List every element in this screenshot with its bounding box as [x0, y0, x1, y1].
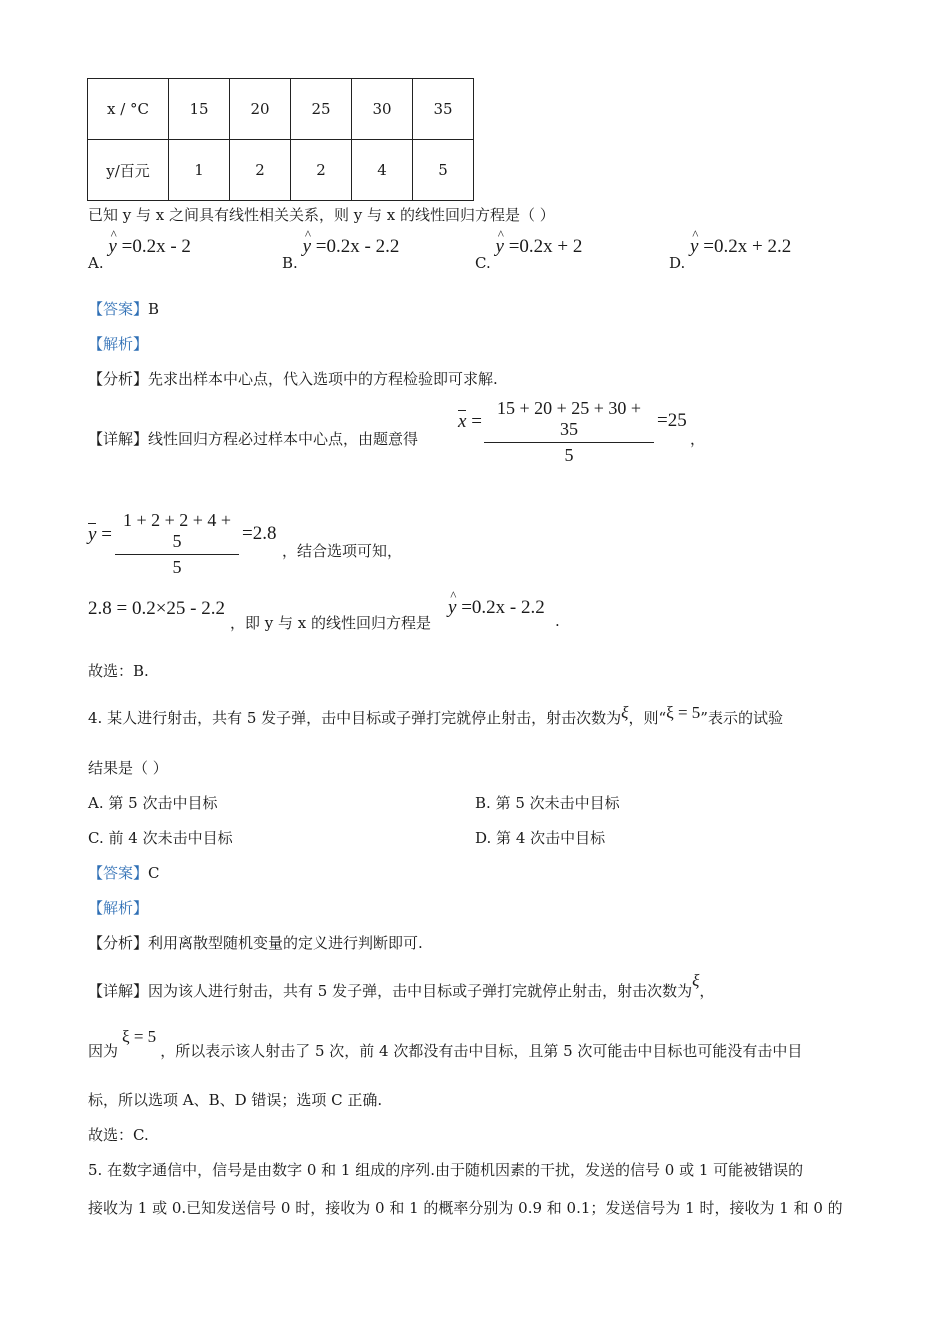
q4-option-c	[88, 827, 233, 848]
table-cell: 4	[352, 140, 413, 201]
option-text: 前 4 次未击中目标	[108, 829, 233, 847]
fenxi-text: 利用离散型随机变量的定义进行判断即可.	[148, 934, 423, 952]
detail-tag: 【详解】	[88, 982, 149, 1000]
option-text: 第 5 次未击中目标	[495, 794, 620, 812]
option-label: C.	[475, 254, 491, 272]
fraction-denominator: 5	[172, 557, 182, 577]
q5-stem-line1: 5. 在数字通信中，信号是由数字 0 和 1 组成的序列.由于随机因素的干扰，发送的信号 0 或 1 可能被错误的	[88, 1161, 804, 1179]
option-text: 第 5 次击中目标	[108, 794, 218, 812]
table-cell: 20	[230, 79, 291, 140]
q4-detail-line1	[88, 971, 715, 1001]
q4-stem-line2: 结果是（ ）	[88, 759, 168, 777]
q4-conclusion: 故选：C.	[88, 1126, 149, 1144]
final-equation	[448, 597, 545, 619]
option-equation: =0.2x + 2.2	[703, 236, 792, 257]
option-equation: =0.2x + 2	[508, 236, 583, 257]
comma: ，	[690, 430, 706, 448]
x-bar-fraction	[484, 398, 654, 466]
xi-symbol: ξ	[621, 703, 629, 722]
check-equation: 2.8 = 0.2×25 - 2.2	[88, 598, 226, 619]
option-label: D.	[475, 829, 492, 847]
fenxi-tag: 【分析】	[88, 934, 149, 952]
y-bar-fraction	[115, 510, 239, 578]
y-hat: ^ y	[108, 236, 116, 258]
option-label: C.	[88, 829, 104, 847]
detail-text: ，	[699, 982, 715, 1000]
y-bar-result: =2.8	[242, 523, 277, 544]
table-cell: 15	[169, 79, 230, 140]
q4-analysis-tag: 【解析】	[88, 899, 149, 917]
stem-text: ”表示的试验	[700, 709, 783, 727]
option-label: A.	[88, 794, 104, 812]
table-cell: 25	[291, 79, 352, 140]
option-label: B.	[282, 254, 298, 272]
option-equation: =0.2x - 2.2	[315, 236, 400, 257]
fenxi-text: 先求出样本中心点，代入选项中的方程检验即可求解.	[148, 370, 498, 388]
y-bar-post: ，结合选项可知，	[282, 542, 403, 560]
stem-text: 4. 某人进行射击，共有 5 发子弹，击中目标或子弹打完就停止射击，射击次数为	[88, 709, 622, 727]
fraction-numerator: 15 + 20 + 25 + 30 + 35	[484, 398, 654, 443]
q4-option-a	[88, 792, 217, 813]
table-cell: 2	[230, 140, 291, 201]
q4-option-d	[475, 827, 605, 848]
table-cell: 1	[169, 140, 230, 201]
detail-text: 线性回归方程必过样本中心点，由题意得	[148, 430, 419, 448]
q4-fenxi	[88, 932, 423, 953]
answer-tag: 【答案】	[88, 300, 149, 318]
detail-text: 因为	[88, 1042, 119, 1060]
detail-text: ，所以表示该人射击了 5 次，前 4 次都没有击中目标，且第 5 次可能击中目标也可能没有击中目	[160, 1042, 803, 1060]
option-label: A.	[88, 254, 104, 272]
q5-stem-line2: 接收为 1 或 0.已知发送信号 0 时，接收为 0 和 1 的概率分别为 0.9 和 0.1；发送信号为 1 时，接收为 1 和 0 的	[88, 1199, 843, 1217]
fenxi-tag: 【分析】	[88, 370, 149, 388]
q3-fenxi	[88, 368, 498, 389]
q4-answer	[88, 862, 160, 883]
y-hat: ^ y	[303, 236, 311, 258]
q3-option-d	[669, 236, 792, 272]
q4-detail-line3: 标，所以选项 A、B、D 错误；选项 C 正确.	[88, 1091, 383, 1109]
y-hat: ^ y	[448, 597, 456, 619]
table-header-y: y/百元	[88, 140, 169, 201]
table-header-x: x / °C	[88, 79, 169, 140]
xi-equation: ξ = 5	[666, 703, 701, 722]
y-hat: ^ y	[496, 236, 504, 258]
q3-conclusion: 故选：B.	[88, 662, 149, 680]
option-text: 第 4 次击中目标	[496, 829, 606, 847]
detail-tag: 【详解】	[88, 430, 149, 448]
x-bar: x =	[458, 411, 482, 432]
table-row	[88, 79, 474, 140]
q3-detail-line	[88, 428, 418, 449]
table-cell: 30	[352, 79, 413, 140]
answer-value: C	[148, 864, 160, 882]
y-bar: y =	[88, 524, 112, 545]
xi-symbol: ξ	[692, 971, 700, 990]
xi-equation: ξ = 5	[122, 1027, 157, 1046]
table-cell: 2	[291, 140, 352, 201]
q4-detail-line2	[88, 1027, 803, 1061]
answer-value: B	[148, 300, 160, 318]
q3-option-b	[282, 236, 400, 272]
period: .	[555, 612, 560, 630]
q3-stem: 已知 y 与 x 之间具有线性相关关系，则 y 与 x 的线性回归方程是（ ）	[88, 206, 555, 224]
q3-option-c	[475, 236, 583, 272]
data-table	[87, 78, 474, 201]
option-label: D.	[669, 254, 686, 272]
option-label: B.	[475, 794, 491, 812]
table-cell: 5	[413, 140, 474, 201]
option-equation: =0.2x - 2	[121, 236, 191, 257]
final-eq-text: =0.2x - 2.2	[461, 597, 545, 618]
q3-answer	[88, 298, 159, 319]
q3-analysis-tag: 【解析】	[88, 335, 149, 353]
y-hat: ^ y	[690, 236, 698, 258]
q4-option-b	[475, 792, 620, 813]
stem-text: ，则“	[628, 709, 667, 727]
q3-option-a	[88, 236, 191, 272]
table-cell: 35	[413, 79, 474, 140]
fraction-denominator: 5	[564, 445, 574, 465]
table-row	[88, 140, 474, 201]
answer-tag: 【答案】	[88, 864, 149, 882]
fraction-numerator: 1 + 2 + 2 + 4 + 5	[115, 510, 239, 555]
check-post: ，即 y 与 x 的线性回归方程是	[230, 614, 432, 632]
detail-text: 因为该人进行射击，共有 5 发子弹，击中目标或子弹打完就停止射击，射击次数为	[148, 982, 693, 1000]
q4-stem	[88, 703, 783, 728]
x-bar-result: =25	[657, 410, 687, 431]
